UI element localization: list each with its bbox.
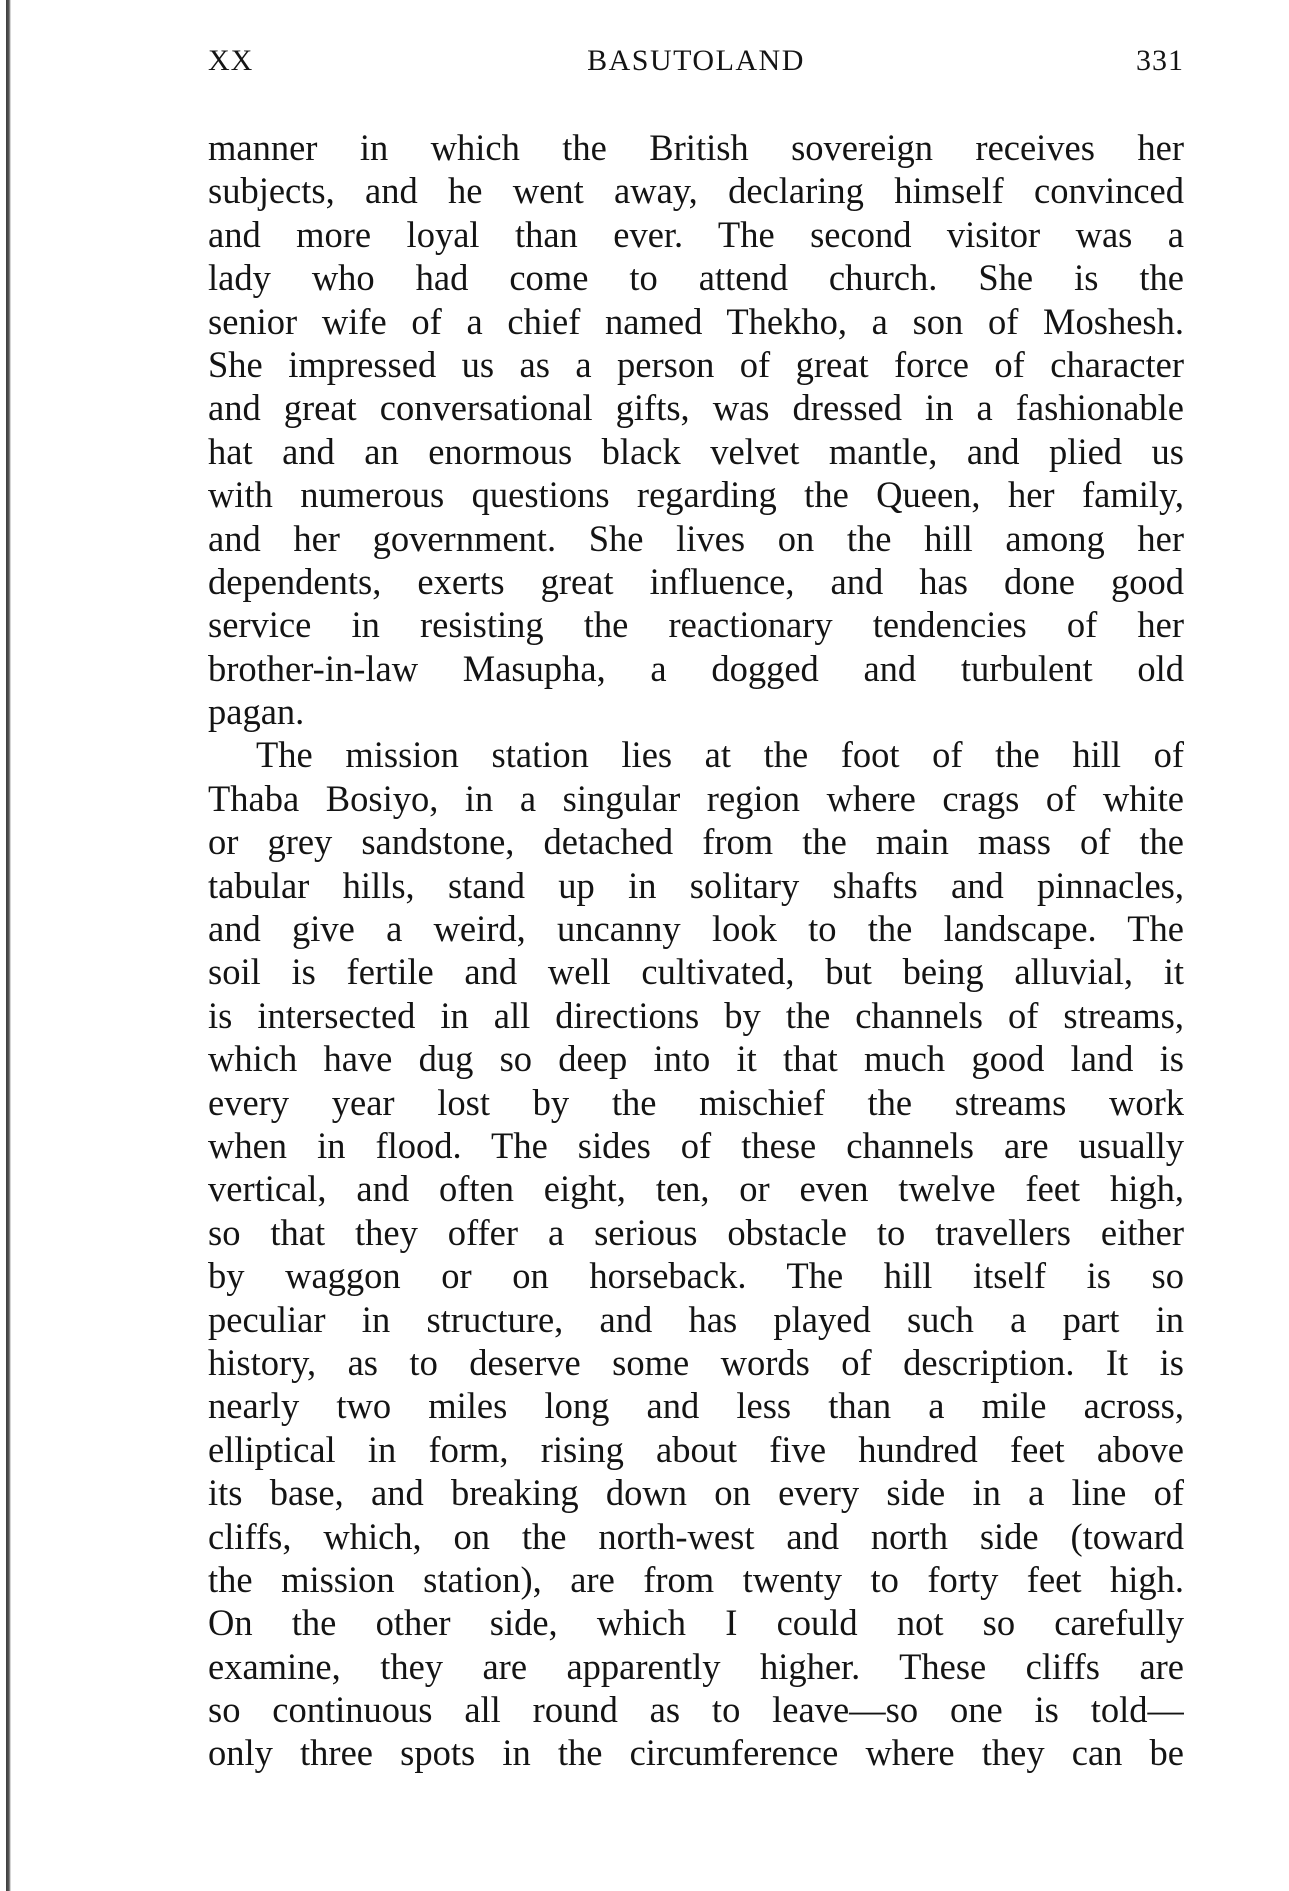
text-line: cliffs, which, on the north-west and north side (toward <box>208 1515 1184 1557</box>
text-line: She impressed us as a person of great force of character <box>208 343 1184 385</box>
signature-mark: XX <box>208 44 254 77</box>
text-line: with numerous questions regarding the Queen, her family, <box>208 474 1184 516</box>
text-line: is intersected in all directions by the channels of streams, <box>208 994 1184 1036</box>
page-number: 331 <box>1136 44 1184 77</box>
text-line: senior wife of a chief named Thekho, a son of Moshesh. <box>208 300 1184 342</box>
text-line: and her government. She lives on the hill among her <box>208 517 1184 559</box>
text-line: tabular hills, stand up in solitary shafts and pinnacles, <box>208 864 1184 906</box>
text-line: and great conversational gifts, was dressed in a fashionable <box>208 387 1184 429</box>
text-line: so that they offer a serious obstacle to travellers either <box>208 1211 1184 1253</box>
paragraph <box>208 126 1184 733</box>
text-line: hat and an enormous black velvet mantle, and plied us <box>208 430 1184 472</box>
text-line: Thaba Bosiyo, in a singular region where crags of white <box>208 777 1184 819</box>
text-line: subjects, and he went away, declaring himself convinced <box>208 170 1184 212</box>
text-line: manner in which the British sovereign receives her <box>208 127 1184 168</box>
text-line: and give a weird, uncanny look to the landscape. The <box>208 908 1184 950</box>
text-line: which have dug so deep into it that much good land is <box>208 1038 1184 1080</box>
paragraph <box>208 733 1184 1774</box>
text-line: vertical, and often eight, ten, or even twelve feet high, <box>208 1168 1184 1210</box>
text-line: and more loyal than ever. The second visitor was a <box>208 213 1184 255</box>
text-line: the mission station), are from twenty to forty feet high. <box>208 1558 1184 1600</box>
text-line: or grey sandstone, detached from the main mass of the <box>208 821 1184 863</box>
text-line: history, as to deserve some words of description. It is <box>208 1341 1184 1383</box>
text-line: by waggon or on horseback. The hill itself is so <box>208 1255 1184 1297</box>
body-text <box>208 126 1184 1775</box>
text-line: elliptical in form, rising about five hundred feet above <box>208 1428 1184 1470</box>
text-line: lady who had come to attend church. She is the <box>208 257 1184 299</box>
running-title: BASUTOLAND <box>587 44 805 77</box>
text-line: so continuous all round as to leave—so one is told— <box>208 1689 1184 1731</box>
text-line: dependents, exerts great influence, and has done good <box>208 560 1184 602</box>
text-line: brother-in-law Masupha, a dogged and turbulent old <box>208 647 1184 689</box>
text-line: The mission station lies at the foot of the hill of <box>256 734 1184 776</box>
text-line: its base, and breaking down on every side in a line of <box>208 1472 1184 1514</box>
text-line: when in flood. The sides of these channels are usually <box>208 1124 1184 1166</box>
text-line: only three spots in the circumference where they can be <box>208 1732 1184 1774</box>
text-line: On the other side, which I could not so carefully <box>208 1602 1184 1644</box>
text-line: every year lost by the mischief the streams work <box>208 1081 1184 1123</box>
text-line: nearly two miles long and less than a mile across, <box>208 1385 1184 1427</box>
text-line: pagan. <box>208 691 305 733</box>
text-line: service in resisting the reactionary tendencies of her <box>208 604 1184 646</box>
text-line: examine, they are apparently higher. These cliffs are <box>208 1645 1184 1687</box>
binding-edge <box>6 0 11 1891</box>
text-line: peculiar in structure, and has played such a part in <box>208 1298 1184 1340</box>
running-header <box>208 44 1184 88</box>
text-line: soil is fertile and well cultivated, but being alluvial, it <box>208 951 1184 993</box>
